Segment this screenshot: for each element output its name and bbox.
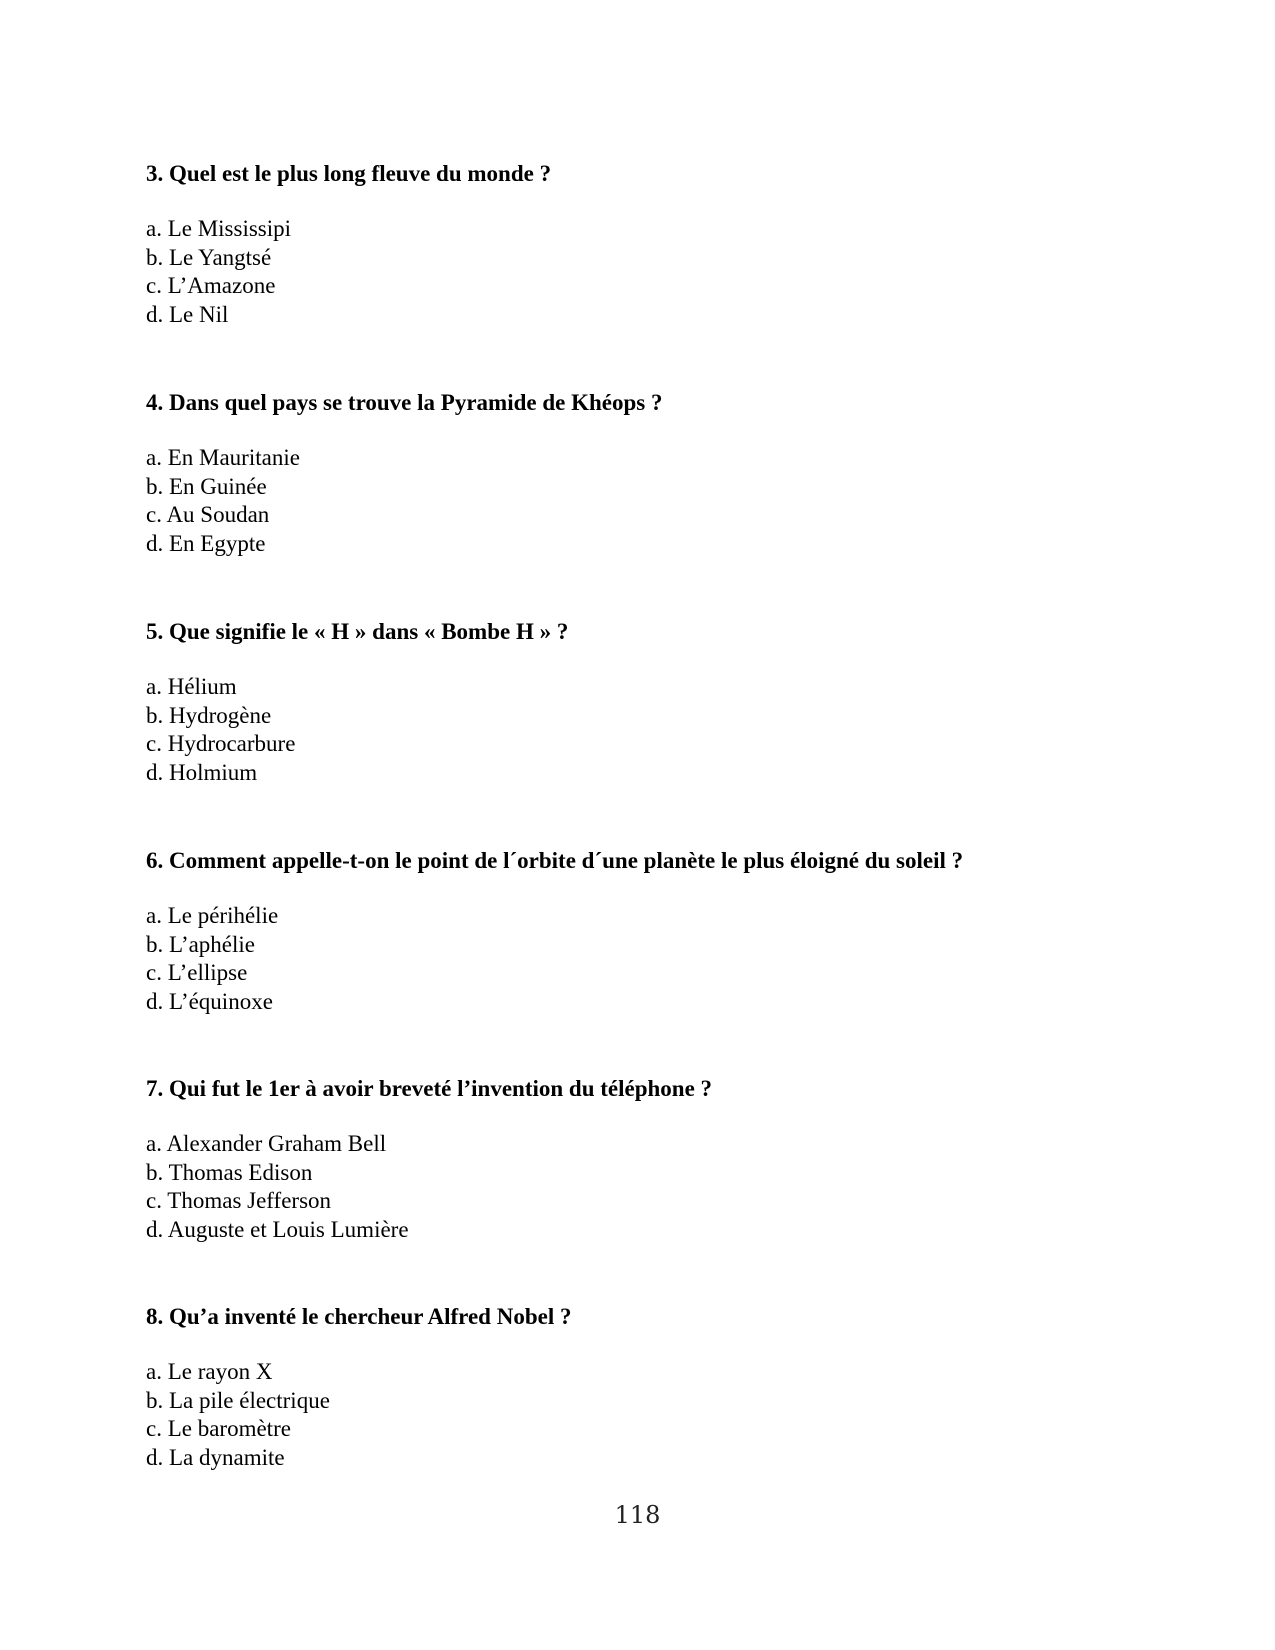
question-title: 4. Dans quel pays se trouve la Pyramide de Khéops ? <box>146 390 663 415</box>
question-title: 3. Quel est le plus long fleuve du monde ? <box>146 161 552 186</box>
answer-options <box>146 1130 1146 1244</box>
answer-option-c: c. Hydrocarbure <box>146 731 296 756</box>
answer-option-c: c. Au Soudan <box>146 502 270 527</box>
answer-option-a: a. Alexander Graham Bell <box>146 1131 387 1156</box>
answer-option-d: d. La dynamite <box>146 1444 285 1470</box>
answer-option-a: a. En Mauritanie <box>146 445 300 470</box>
question-7 <box>146 1075 1146 1244</box>
question-title: 5. Que signifie le « H » dans « Bombe H » ? <box>146 619 569 644</box>
answer-option-b: b. L’aphélie <box>146 931 256 957</box>
answer-option-a: a. Le rayon X <box>146 1359 273 1384</box>
question-6 <box>146 847 1146 1016</box>
question-8 <box>146 1303 1146 1472</box>
question-3 <box>146 160 1146 329</box>
answer-options <box>146 444 1146 558</box>
question-5 <box>146 618 1146 787</box>
answer-option-b: b. Hydrogène <box>146 702 272 728</box>
answer-options <box>146 902 1146 1016</box>
question-title: 7. Qui fut le 1er à avoir breveté l’invention du téléphone ? <box>146 1076 713 1101</box>
answer-option-d: d. Holmium <box>146 759 258 785</box>
question-4 <box>146 389 1146 558</box>
answer-option-b: b. Le Yangtsé <box>146 244 272 270</box>
answer-option-c: c. L’ellipse <box>146 960 248 985</box>
answer-option-d: d. Le Nil <box>146 301 229 327</box>
answer-options <box>146 1358 1146 1472</box>
answer-option-c: c. Le baromètre <box>146 1416 291 1441</box>
answer-option-b: b. La pile électrique <box>146 1387 330 1413</box>
answer-options <box>146 215 1146 329</box>
question-title: 6. Comment appelle-t-on le point de l´orbite d´une planète le plus éloigné du soleil ? <box>146 848 964 873</box>
answer-options <box>146 673 1146 787</box>
answer-option-c: c. Thomas Jefferson <box>146 1188 332 1213</box>
question-title: 8. Qu’a inventé le chercheur Alfred Nobel ? <box>146 1304 572 1329</box>
answer-option-c: c. L’Amazone <box>146 273 276 298</box>
answer-option-d: d. En Egypte <box>146 530 266 556</box>
answer-option-d: d. Auguste et Louis Lumière <box>146 1216 409 1242</box>
answer-option-a: a. Le périhélie <box>146 903 279 928</box>
answer-option-d: d. L’équinoxe <box>146 988 273 1014</box>
page-number: 118 <box>614 1501 661 1529</box>
answer-option-b: b. Thomas Edison <box>146 1159 313 1185</box>
answer-option-a: a. Le Mississipi <box>146 216 292 241</box>
answer-option-a: a. Hélium <box>146 674 237 699</box>
answer-option-b: b. En Guinée <box>146 473 267 499</box>
